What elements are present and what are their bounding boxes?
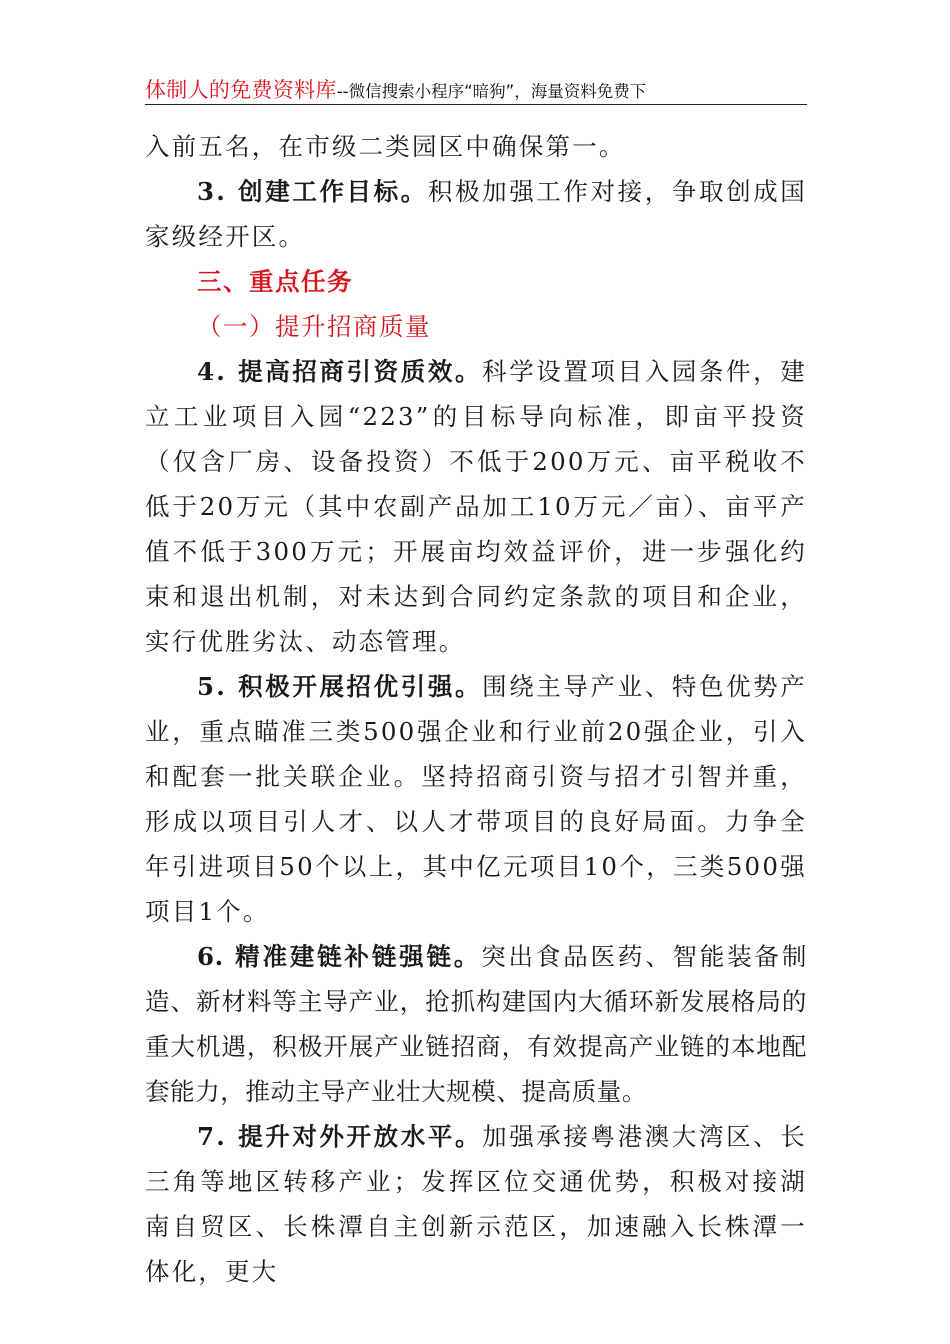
paragraph-text: 加强承接粤港澳大湾区、长三角等地区转移产业；发挥区位交通优势，积极对接湖南自贸区、长株潭自主创新示范区，加速融入长株潭一体化，更大 <box>145 1122 807 1286</box>
paragraph-goal-3 <box>145 169 807 259</box>
paragraph-text: 围绕主导产业、特色优势产业，重点瞄准三类500强企业和行业前20强企业，引入和配套一批关联企业。坚持招商引资与招才引智并重，形成以项目引人才、以人才带项目的良好局面。力争全年引进项目50个以上，其中亿元项目10个，三类500强项目1个。 <box>145 672 807 926</box>
paragraph-title: 4. 提高招商引资质效。 <box>197 357 483 386</box>
header-brand: 体制人的免费资料库 <box>145 78 337 102</box>
paragraph-title: 5. 积极开展招优引强。 <box>197 672 483 701</box>
paragraph-title: 6. 精准建链补链强链。 <box>197 942 482 971</box>
paragraph-continued: 入前五名，在市级二类园区中确保第一。 <box>145 132 626 161</box>
page-header <box>145 74 807 104</box>
paragraph-item-5 <box>145 664 807 934</box>
paragraph-text: 积极加强工作对接，争取创成国家级经开区。 <box>145 177 807 251</box>
paragraph-item-4 <box>145 349 807 664</box>
paragraph-title: 7. 提升对外开放水平。 <box>197 1122 483 1151</box>
header-slogan: --微信搜索小程序“暗狗”，海量资料免费下 <box>336 82 647 101</box>
paragraph-title: 3. 创建工作目标。 <box>197 177 428 206</box>
header-divider <box>145 104 807 105</box>
paragraph-text: 科学设置项目入园条件，建立工业项目入园“223”的目标导向标准，即亩平投资（仅含厂房、设备投资）不低于200万元、亩平税收不低于20万元（其中农副产品加工10万元／亩）、亩平产值不低于300万元；开展亩均效益评价，进一步强化约束和退出机制，对未达到合同约定条款的项目和企业，实行优胜劣汰、动态管理。 <box>145 357 807 656</box>
paragraph-item-7 <box>145 1114 807 1294</box>
paragraph-text: 突出食品医药、智能装备制造、新材料等主导产业，抢抓构建国内大循环新发展格局的重大机遇，积极开展产业链招商，有效提高产业链的本地配套能力，推动主导产业壮大规模、提高质量。 <box>145 942 807 1106</box>
document-body <box>145 124 807 1294</box>
section-heading: 三、重点任务 <box>197 267 353 296</box>
sub-heading: （一）提升招商质量 <box>197 312 431 341</box>
paragraph-item-6 <box>145 934 807 1114</box>
